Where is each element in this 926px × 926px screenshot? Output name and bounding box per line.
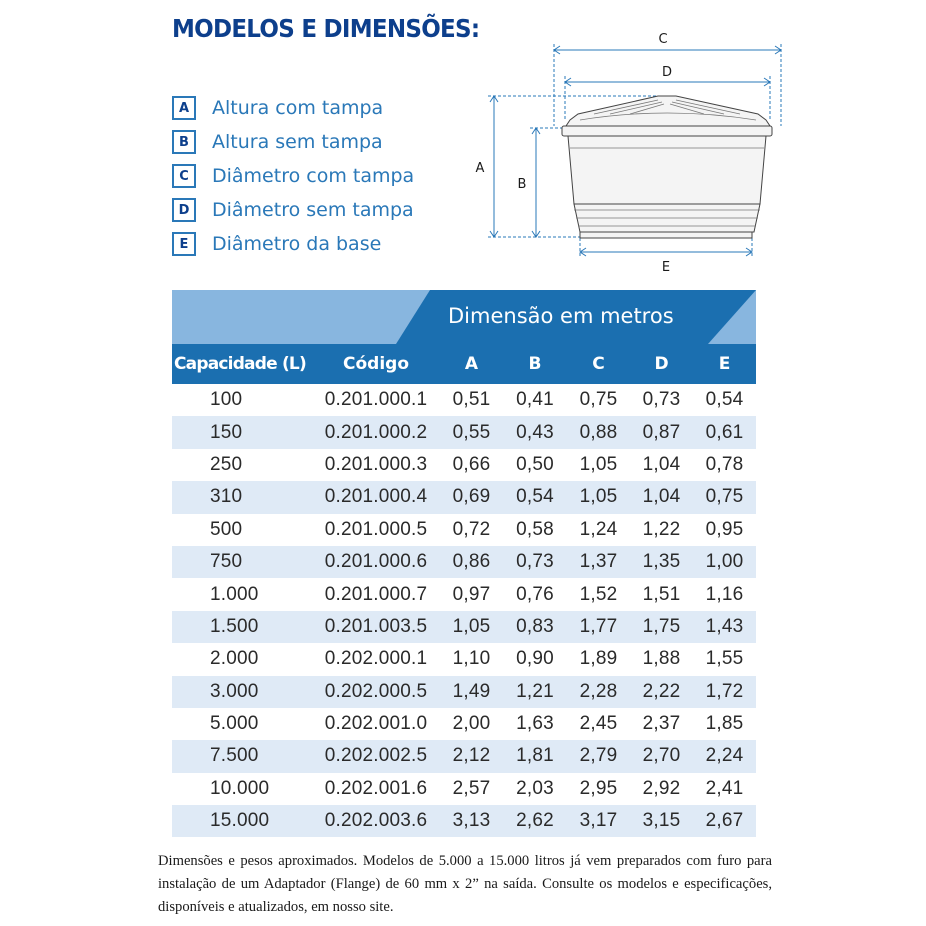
cell-c: 0,88	[579, 421, 618, 443]
cell-b: 0,73	[516, 551, 554, 573]
table-row	[172, 514, 756, 546]
table-row	[172, 384, 756, 416]
cell-code: 0.201.003.5	[324, 615, 428, 637]
cell-d: 1,22	[642, 518, 681, 540]
header-b: B	[528, 354, 542, 374]
page-title: MODELOS E DIMENSÕES:	[172, 14, 480, 43]
cell-code: 0.202.001.6	[324, 777, 428, 799]
cell-capacity: 2.000	[210, 648, 259, 670]
cell-code: 0.201.000.3	[324, 453, 428, 475]
legend-label: Diâmetro com tampa	[212, 165, 415, 187]
cell-b: 0,83	[516, 615, 554, 637]
cell-c: 1,89	[579, 648, 618, 670]
table-row	[172, 578, 756, 610]
cell-code: 0.202.000.5	[324, 680, 428, 702]
table-row	[172, 611, 756, 643]
cell-b: 0,76	[516, 583, 554, 605]
diagram-label-c: C	[658, 32, 668, 47]
legend-item-b	[172, 125, 414, 159]
legend-letter-box: C	[172, 164, 196, 188]
cell-a: 0,51	[452, 389, 491, 411]
cell-a: 1,49	[452, 680, 491, 702]
cell-a: 0,86	[452, 551, 491, 573]
cell-c: 2,28	[579, 680, 618, 702]
banner-title: Dimensão em metros	[448, 304, 674, 328]
table-row	[172, 416, 756, 448]
dimension-legend	[172, 91, 414, 261]
cell-b: 1,63	[516, 713, 554, 735]
cell-b: 0,43	[516, 421, 554, 443]
cell-capacity: 310	[210, 486, 243, 508]
tank-rim	[562, 126, 772, 136]
cell-code: 0.202.001.0	[324, 713, 428, 735]
header-capacity: Capacidade (L)	[174, 354, 306, 374]
cell-capacity: 500	[210, 518, 243, 540]
cell-c: 2,79	[579, 745, 618, 767]
cell-a: 2,57	[452, 777, 491, 799]
cell-a: 1,05	[452, 615, 491, 637]
cell-code: 0.201.000.2	[324, 421, 428, 443]
cell-e: 1,72	[705, 680, 744, 702]
cell-d: 2,92	[642, 777, 681, 799]
cell-capacity: 5.000	[210, 713, 259, 735]
cell-capacity: 150	[210, 421, 243, 443]
cell-code: 0.201.000.7	[324, 583, 428, 605]
cell-b: 1,21	[516, 680, 554, 702]
table-row	[172, 740, 756, 772]
cell-capacity: 750	[210, 551, 243, 573]
cell-a: 2,12	[452, 745, 491, 767]
cell-c: 2,45	[579, 713, 618, 735]
tank-diagram	[470, 26, 800, 281]
cell-d: 0,73	[642, 389, 681, 411]
legend-item-a	[172, 91, 414, 125]
cell-d: 2,37	[642, 713, 681, 735]
cell-code: 0.201.000.1	[324, 389, 428, 411]
cell-b: 2,03	[516, 777, 554, 799]
legend-item-c	[172, 159, 414, 193]
cell-b: 0,54	[516, 486, 554, 508]
cell-d: 0,87	[642, 421, 681, 443]
legend-label: Diâmetro sem tampa	[212, 199, 414, 221]
cell-e: 1,00	[705, 551, 744, 573]
legend-item-d	[172, 193, 414, 227]
cell-c: 1,52	[579, 583, 618, 605]
legend-letter-box: B	[172, 130, 196, 154]
cell-a: 0,69	[452, 486, 491, 508]
header-a: A	[464, 354, 479, 374]
cell-c: 1,77	[579, 615, 618, 637]
diagram-label-d: D	[661, 65, 673, 80]
cell-capacity: 1.500	[210, 615, 259, 637]
cell-e: 0,61	[705, 421, 744, 443]
cell-a: 0,66	[452, 453, 491, 475]
tank-lid	[566, 96, 770, 126]
cell-b: 0,90	[516, 648, 554, 670]
footnote: Dimensões e pesos aproximados. Modelos de 5.000 a 15.000 litros já vem preparados com furo para instalação de um Adaptador (Flange) de 60 mm x 2” na saída. Consulte os modelos e especificações, disponíveis e atualizados, em nosso site.	[158, 853, 772, 915]
cell-a: 3,13	[452, 810, 491, 832]
cell-e: 2,67	[705, 810, 744, 832]
dimensions-table	[172, 344, 756, 837]
table-row	[172, 643, 756, 675]
cell-c: 3,17	[579, 810, 618, 832]
cell-b: 0,58	[516, 518, 554, 540]
tank-upper-body	[568, 136, 766, 204]
cell-capacity: 250	[210, 453, 243, 475]
header-c: C	[592, 354, 605, 374]
cell-a: 2,00	[452, 713, 491, 735]
cell-code: 0.201.000.5	[324, 518, 428, 540]
cell-e: 1,55	[705, 648, 744, 670]
cell-d: 1,04	[642, 486, 681, 508]
header-d: D	[654, 354, 669, 374]
cell-d: 3,15	[642, 810, 681, 832]
cell-code: 0.202.003.6	[324, 810, 428, 832]
legend-letter-box: E	[172, 232, 196, 256]
cell-e: 2,24	[705, 745, 744, 767]
table-header-row	[172, 344, 756, 384]
cell-d: 1,51	[642, 583, 681, 605]
cell-b: 2,62	[516, 810, 554, 832]
cell-d: 1,75	[642, 615, 681, 637]
cell-c: 2,95	[579, 777, 618, 799]
cell-c: 1,37	[579, 551, 618, 573]
cell-capacity: 7.500	[210, 745, 259, 767]
legend-label: Altura sem tampa	[212, 131, 383, 153]
cell-e: 0,75	[705, 486, 744, 508]
diagram-label-a: A	[475, 161, 485, 176]
cell-a: 0,72	[452, 518, 491, 540]
cell-code: 0.201.000.6	[324, 551, 428, 573]
table-row	[172, 676, 756, 708]
legend-label: Altura com tampa	[212, 97, 384, 119]
cell-a: 1,10	[452, 648, 491, 670]
cell-d: 1,88	[642, 648, 681, 670]
table-row	[172, 481, 756, 513]
cell-b: 0,50	[516, 453, 554, 475]
header-e: E	[718, 354, 731, 374]
tank-illustration	[562, 96, 772, 238]
table-row	[172, 805, 756, 837]
legend-item-e	[172, 227, 414, 261]
cell-d: 2,22	[642, 680, 681, 702]
cell-d: 2,70	[642, 745, 681, 767]
table-row	[172, 546, 756, 578]
cell-c: 0,75	[579, 389, 618, 411]
legend-label: Diâmetro da base	[212, 233, 382, 255]
cell-c: 1,24	[579, 518, 618, 540]
cell-capacity: 10.000	[210, 777, 270, 799]
cell-d: 1,35	[642, 551, 681, 573]
cell-d: 1,04	[642, 453, 681, 475]
cell-code: 0.201.000.4	[324, 486, 428, 508]
cell-e: 1,16	[705, 583, 744, 605]
cell-capacity: 1.000	[210, 583, 259, 605]
cell-a: 0,97	[452, 583, 491, 605]
header-code: Código	[343, 354, 409, 374]
cell-e: 0,78	[705, 453, 744, 475]
tank-base	[580, 232, 752, 238]
cell-c: 1,05	[579, 453, 618, 475]
cell-capacity: 3.000	[210, 680, 259, 702]
diagram-label-b: B	[517, 177, 527, 192]
cell-e: 0,95	[705, 518, 744, 540]
table-row	[172, 708, 756, 740]
dimensions-table-container	[172, 290, 756, 837]
cell-c: 1,05	[579, 486, 618, 508]
legend-letter-box: A	[172, 96, 196, 120]
cell-e: 1,43	[705, 615, 744, 637]
table-row	[172, 449, 756, 481]
table-row	[172, 773, 756, 805]
cell-code: 0.202.000.1	[324, 648, 428, 670]
cell-e: 1,85	[705, 713, 744, 735]
cell-b: 1,81	[516, 745, 554, 767]
cell-a: 0,55	[452, 421, 491, 443]
cell-capacity: 15.000	[210, 810, 270, 832]
cell-e: 2,41	[705, 777, 744, 799]
diagram-label-e: E	[661, 260, 671, 275]
table-banner	[172, 290, 756, 344]
legend-letter-box: D	[172, 198, 196, 222]
cell-code: 0.202.002.5	[324, 745, 428, 767]
cell-b: 0,41	[516, 389, 554, 411]
cell-capacity: 100	[210, 389, 243, 411]
cell-e: 0,54	[705, 389, 744, 411]
